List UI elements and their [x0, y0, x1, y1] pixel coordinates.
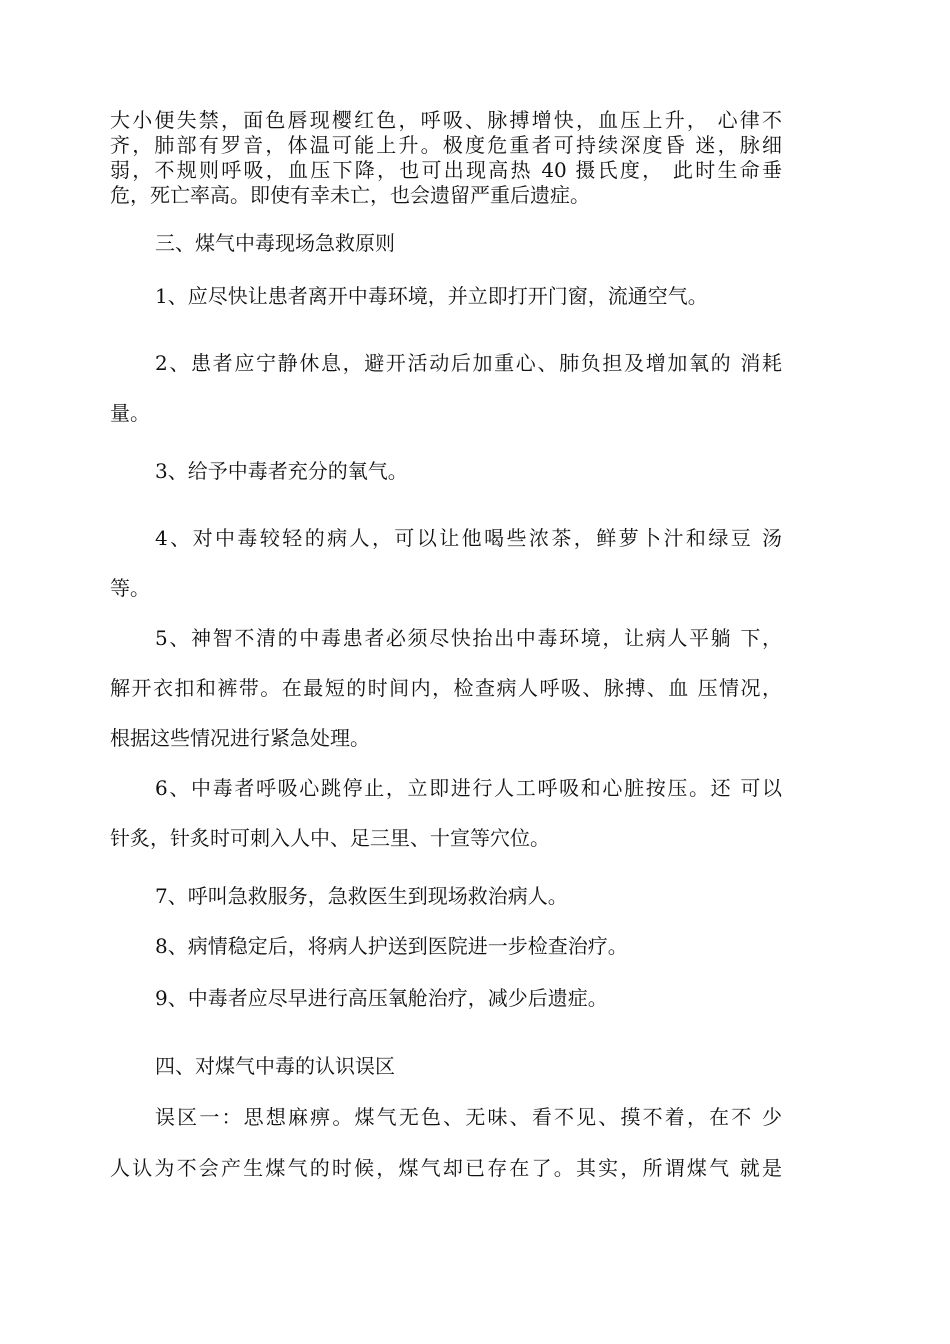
text-line: 解开衣扣和裤带。在最短的时间内，检查病人呼吸、脉搏、血 压情况，: [110, 676, 782, 700]
text-line: 根据这些情况进行紧急处理。: [110, 726, 370, 750]
list-item: 9、中毒者应尽早进行高压氧舱治疗，减少后遗症。: [155, 986, 608, 1010]
text-line: 针炙，针炙时可刺入人中、足三里、十宣等穴位。: [110, 826, 550, 850]
section-heading: 四、对煤气中毒的认识误区: [155, 1054, 395, 1078]
text-line: 等。: [110, 576, 150, 600]
list-item: 8、病情稳定后，将病人护送到医院进一步检查治疗。: [155, 934, 628, 958]
text-line: 弱，不规则呼吸，血压下降，也可出现高热 40 摄氏度， 此时生命垂: [110, 158, 782, 182]
list-item: 2、患者应宁静休息，避开活动后加重心、肺负担及增加氧的 消耗: [155, 351, 782, 375]
text-line: 量。: [110, 401, 150, 425]
list-item: 7、呼叫急救服务，急救医生到现场救治病人。: [155, 884, 568, 908]
text-line: 误区一：思想麻痹。煤气无色、无味、看不见、摸不着，在不 少: [155, 1105, 782, 1129]
list-item: 3、给予中毒者充分的氧气。: [155, 459, 408, 483]
list-item: 4、对中毒较轻的病人，可以让他喝些浓茶，鲜萝卜汁和绿豆 汤: [155, 526, 782, 550]
list-item: 1、应尽快让患者离开中毒环境，并立即打开门窗，流通空气。: [155, 284, 708, 308]
list-item: 5、神智不清的中毒患者必须尽快抬出中毒环境，让病人平躺 下，: [155, 626, 782, 650]
section-heading: 三、煤气中毒现场急救原则: [155, 231, 395, 255]
text-line: 齐，肺部有罗音，体温可能上升。极度危重者可持续深度昏 迷，脉细: [110, 133, 782, 157]
list-item: 6、中毒者呼吸心跳停止，立即进行人工呼吸和心脏按压。还 可以: [155, 776, 782, 800]
text-line: 人认为不会产生煤气的时候，煤气却已存在了。其实，所谓煤气 就是: [110, 1156, 782, 1180]
text-line: 大小便失禁，面色唇现樱红色，呼吸、脉搏增快，血压上升， 心律不: [110, 108, 782, 132]
text-line: 危，死亡率高。即使有幸未亡，也会遗留严重后遗症。: [110, 183, 590, 207]
